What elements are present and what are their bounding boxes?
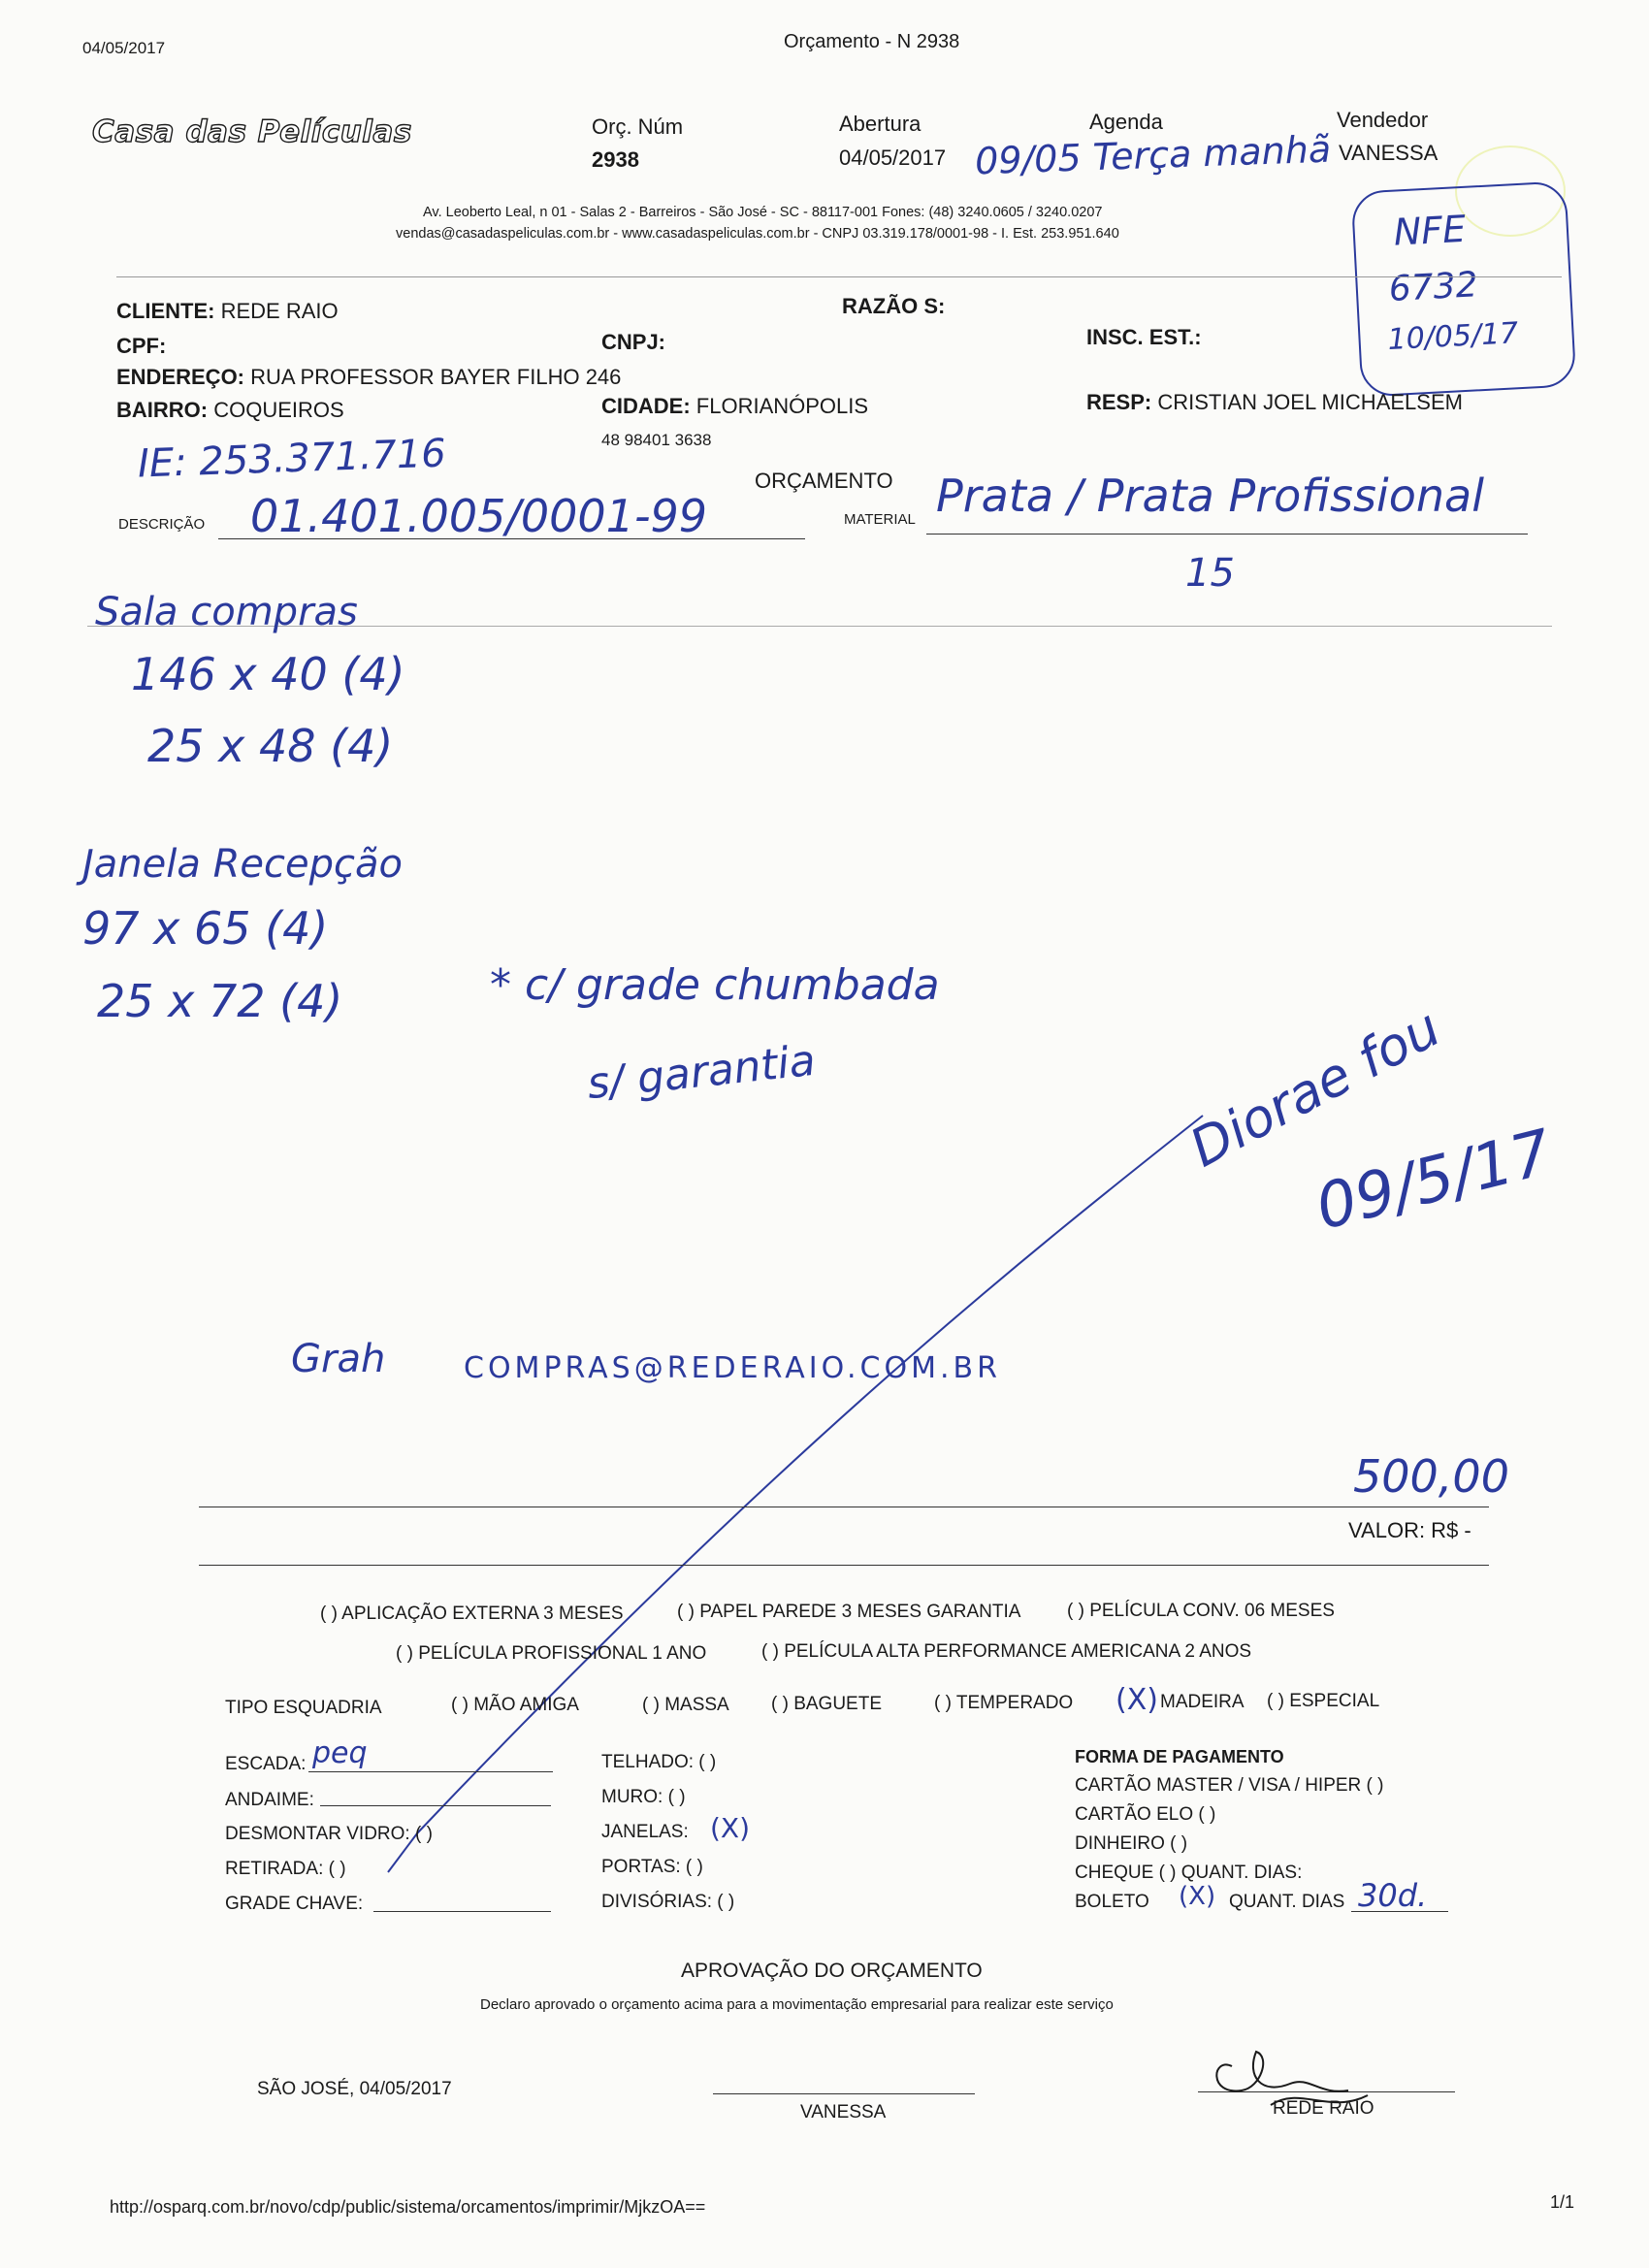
grade-chave-line[interactable] [373, 1911, 551, 1912]
field-grade-chave: GRADE CHAVE: [225, 1894, 364, 1914]
company-address: Av. Leoberto Leal, n 01 - Salas 2 - Barreiros - São José - SC - 88117-001 Fones: (48) 3240.0605 / 3240.0207 [423, 205, 1103, 220]
field-muro[interactable]: MURO: ( ) [601, 1787, 686, 1807]
nfe-annotation-box [1351, 180, 1577, 397]
client-phone: 48 98401 3638 [601, 431, 712, 449]
payment-title: FORMA DE PAGAMENTO [1075, 1747, 1284, 1766]
handwritten-valor: 500,00 [1353, 1450, 1509, 1503]
boleto-check-icon: (X) [1179, 1882, 1216, 1911]
document-title: Orçamento - N 2938 [784, 31, 960, 52]
tipo-esquadria-label: TIPO ESQUADRIA [225, 1698, 382, 1718]
tipo-madeira[interactable]: MADEIRA [1160, 1692, 1245, 1712]
signature-vanessa: VANESSA [800, 2102, 887, 2122]
endereco-row [116, 365, 621, 390]
company-contact: vendas@casadaspeliculas.com.br - www.casadaspeliculas.com.br - CNPJ 03.319.178/0001-98 - I. Est. 253.951.640 [396, 226, 1119, 242]
resp-row [1086, 390, 1463, 415]
handwritten-agenda: 09/05 Terça manhã [974, 127, 1332, 183]
descricao-label: DESCRIÇÃO [118, 516, 206, 533]
orc-number: 2938 [592, 147, 639, 172]
vendedor-label: Vendedor [1337, 108, 1429, 132]
escada-line[interactable] [308, 1771, 553, 1772]
cliente-label: CLIENTE: [116, 299, 215, 323]
client-signature-scribble [1203, 2037, 1377, 2124]
footer-url: http://osparq.com.br/novo/cdp/public/sistema/orcamentos/imprimir/MjkzOA== [110, 2197, 706, 2217]
handwritten-diag-text: Diorae fou [1180, 996, 1450, 1180]
approval-text: Declaro aprovado o orçamento acima para a movimentação empresarial para realizar este serviço [480, 1996, 1114, 2013]
signature-client: REDE RAIO [1273, 2098, 1374, 2119]
nfe-line-3: 10/05/17 [1386, 316, 1520, 358]
field-janelas[interactable]: JANELAS: [601, 1822, 689, 1842]
field-portas[interactable]: PORTAS: ( ) [601, 1857, 703, 1877]
abertura-label: Abertura [839, 112, 922, 136]
razao-label: RAZÃO S: [842, 294, 946, 318]
handwritten-item-3: 25 x 48 (4) [147, 720, 394, 772]
orc-label: Orç. Núm [592, 114, 684, 139]
cidade-label: CIDADE: [601, 394, 691, 418]
cliente-row [116, 299, 339, 324]
bairro-label: BAIRRO: [116, 398, 209, 422]
agenda-label: Agenda [1089, 110, 1163, 134]
handwritten-item-5: 97 x 65 (4) [82, 902, 329, 955]
endereco-value: RUA PROFESSOR BAYER FILHO 246 [250, 365, 622, 389]
resp-value: CRISTIAN JOEL MICHAELSEM [1157, 390, 1463, 414]
option-papel-parede[interactable]: ( ) PAPEL PAREDE 3 MESES GARANTIA [677, 1602, 1021, 1622]
madeira-check-icon: (X) [1116, 1683, 1158, 1717]
field-desmontar[interactable]: DESMONTAR VIDRO: ( ) [225, 1824, 433, 1844]
payment-dinheiro[interactable]: DINHEIRO ( ) [1075, 1833, 1188, 1854]
handwritten-item-1: Sala compras [95, 590, 358, 634]
andaime-line[interactable] [320, 1805, 551, 1806]
payment-cartao-master[interactable]: CARTÃO MASTER / VISA / HIPER ( ) [1075, 1775, 1384, 1796]
vendedor-name: VANESSA [1339, 141, 1439, 165]
tipo-especial[interactable]: ( ) ESPECIAL [1267, 1691, 1380, 1711]
tipo-mao-amiga[interactable]: ( ) MÃO AMIGA [451, 1695, 579, 1715]
payment-boleto[interactable]: BOLETO [1075, 1892, 1149, 1912]
option-aplicacao[interactable]: ( ) APLICAÇÃO EXTERNA 3 MESES [320, 1604, 624, 1624]
handwritten-cnpj: 01.401.005/0001-99 [250, 490, 708, 542]
payment-cartao-elo[interactable]: CARTÃO ELO ( ) [1075, 1804, 1216, 1825]
cpf-label: CPF: [116, 334, 167, 358]
handwritten-initials: Grah [291, 1337, 386, 1381]
bairro-row [116, 398, 344, 423]
cidade-value: FLORIANÓPOLIS [695, 394, 869, 418]
signature-line-vanessa [713, 2093, 975, 2094]
page-count: 1/1 [1550, 2192, 1575, 2212]
print-date: 04/05/2017 [82, 39, 166, 57]
approval-place-date: SÃO JOSÉ, 04/05/2017 [257, 2079, 452, 2099]
handwritten-email: COMPRAS@REDERAIO.COM.BR [464, 1351, 1001, 1385]
tipo-temperado[interactable]: ( ) TEMPERADO [934, 1693, 1074, 1713]
cnpj-label: CNPJ: [601, 330, 666, 354]
tipo-massa[interactable]: ( ) MASSA [642, 1695, 729, 1715]
payment-cheque[interactable]: CHEQUE ( ) QUANT. DIAS: [1075, 1863, 1303, 1883]
option-pelicula-conv[interactable]: ( ) PELÍCULA CONV. 06 MESES [1067, 1601, 1335, 1621]
field-retirada[interactable]: RETIRADA: ( ) [225, 1859, 346, 1879]
nfe-line-1: NFE [1392, 207, 1468, 254]
handwritten-item-2: 146 x 40 (4) [131, 648, 405, 700]
material-label: MATERIAL [844, 511, 916, 528]
nfe-line-2: 6732 [1387, 265, 1479, 310]
handwritten-note-2: s/ garantia [584, 1035, 819, 1110]
cidade-row [601, 394, 868, 419]
cliente-value: REDE RAIO [220, 299, 339, 323]
valor-line-bottom [199, 1565, 1489, 1566]
handwritten-item-6: 25 x 72 (4) [97, 975, 343, 1027]
orcamento-title: ORÇAMENTO [755, 469, 893, 493]
resp-label: RESP: [1086, 390, 1152, 414]
handwritten-qty: 15 [1185, 551, 1235, 596]
header-divider [116, 276, 1562, 277]
field-telhado[interactable]: TELHADO: ( ) [601, 1752, 717, 1772]
payment-quant-dias: QUANT. DIAS [1229, 1892, 1345, 1912]
handwritten-quant-dias: 30d. [1358, 1877, 1428, 1914]
material-line [926, 534, 1528, 535]
field-divisorias[interactable]: DIVISÓRIAS: ( ) [601, 1892, 735, 1912]
endereco-label: ENDEREÇO: [116, 365, 245, 389]
field-andaime: ANDAIME: [225, 1790, 314, 1810]
abertura-date: 04/05/2017 [839, 146, 947, 170]
company-logo: Casa das Películas [92, 114, 412, 149]
option-alta-performance[interactable]: ( ) PELÍCULA ALTA PERFORMANCE AMERICANA 2 ANOS [761, 1641, 1252, 1662]
valor-label: VALOR: R$ - [1348, 1518, 1471, 1542]
option-pelicula-profissional[interactable]: ( ) PELÍCULA PROFISSIONAL 1 ANO [396, 1643, 707, 1664]
handwritten-diag-date: 09/5/17 [1309, 1117, 1560, 1245]
field-escada: ESCADA: [225, 1754, 307, 1774]
tipo-baguete[interactable]: ( ) BAGUETE [771, 1694, 883, 1714]
handwritten-ie: IE: 253.371.716 [137, 431, 447, 487]
insc-label: INSC. EST.: [1086, 325, 1202, 349]
handwritten-note: * c/ grade chumbada [490, 960, 940, 1010]
bairro-value: COQUEIROS [213, 398, 344, 422]
handwritten-item-4: Janela Recepção [82, 842, 403, 887]
janelas-check-icon: (X) [710, 1812, 751, 1844]
approval-title: APROVAÇÃO DO ORÇAMENTO [681, 1960, 983, 1982]
handwritten-material: Prata / Prata Profissional [936, 470, 1484, 522]
handwritten-escada: peq [312, 1736, 368, 1770]
